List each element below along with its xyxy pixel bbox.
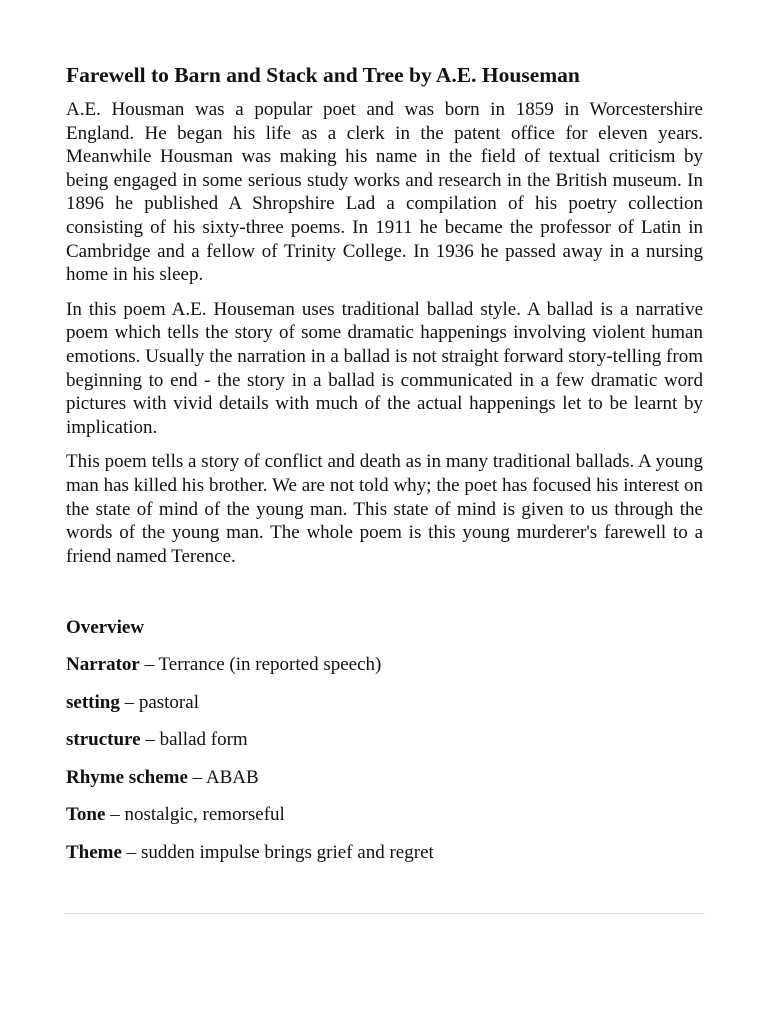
page-divider	[64, 913, 705, 914]
document-title: Farewell to Barn and Stack and Tree by A.E. Houseman	[66, 63, 580, 87]
overview-value: – ballad form	[140, 729, 248, 751]
overview-item-setting	[66, 691, 703, 715]
overview-value: – sudden impulse brings grief and regret	[121, 841, 434, 863]
overview-value: – Terrance (in reported speech)	[139, 654, 382, 676]
document-page	[66, 60, 703, 878]
paragraph-story: This poem tells a story of conflict and death as in many traditional ballads. A young man has killed his brother. We are not told why; the poet has focused his interest on the state of mind of the young man. This state of mind is given to us through the words of the young man. The whole poem is this young murderer's farewell to a friend named Terence.	[66, 451, 703, 567]
overview-heading: Overview	[66, 617, 145, 639]
overview-term: Tone	[66, 804, 106, 826]
overview-term: Narrator	[66, 654, 140, 676]
overview-term: Rhyme scheme	[66, 766, 188, 788]
paragraph-ballad-style: In this poem A.E. Houseman uses traditional ballad style. A ballad is a narrative poem which tells the story of some dramatic happenings involving violent human emotions. Usually the narration in a ballad is not straight forward story-telling from beginning to end - the story in a ballad is communicated in a few dramatic word pictures with vivid details with much of the actual happenings let to be learnt by implication.	[66, 298, 703, 438]
overview-term: structure	[66, 729, 141, 751]
paragraph-biography: A.E. Housman was a popular poet and was born in 1859 in Worcestershire England. He began his life as a clerk in the patent office for eleven years. Meanwhile Housman was making his name in the field of textual criticism by being engaged in some serious study works and research in the British museum. In 1896 he published A Shropshire Lad a compilation of his poetry collection consisting of his sixty-three poems. In 1911 he became the professor of Latin in Cambridge and a fellow of Trinity College. In 1936 he passed away in a nursing home in his sleep.	[66, 99, 703, 286]
overview-value: – ABAB	[187, 766, 259, 788]
overview-value: – pastoral	[119, 691, 199, 713]
overview-item-rhyme-scheme	[66, 766, 703, 790]
overview-term: Theme	[66, 841, 122, 863]
overview-item-theme	[66, 841, 703, 865]
overview-item-tone	[66, 803, 703, 827]
overview-item-structure	[66, 728, 703, 752]
overview-value: – nostalgic, remorseful	[105, 804, 285, 826]
overview-term: setting	[66, 691, 120, 713]
overview-item-narrator	[66, 653, 703, 677]
